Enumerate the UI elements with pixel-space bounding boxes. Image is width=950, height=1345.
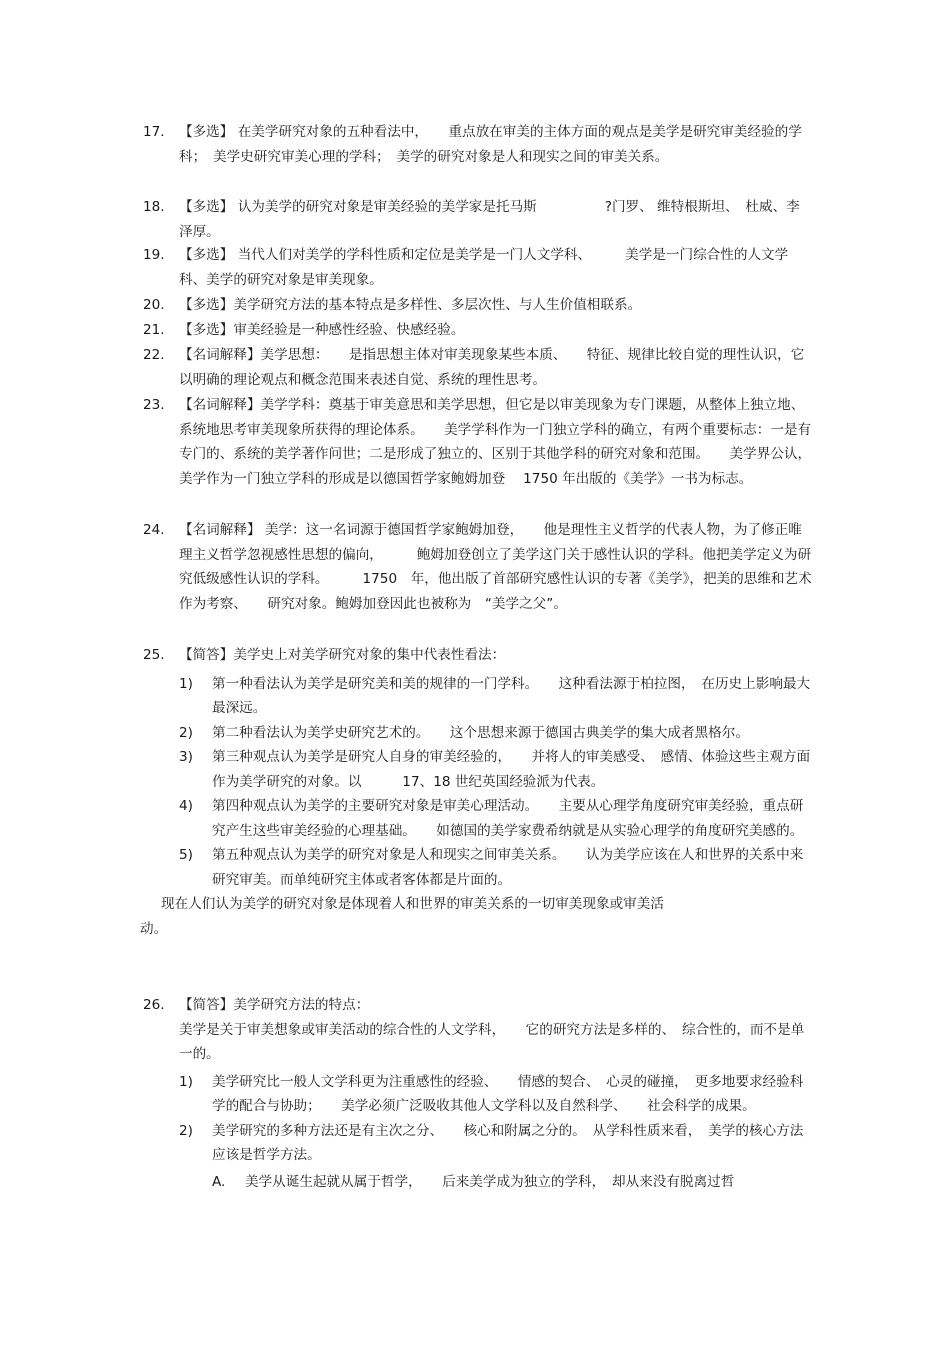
question-number: 26. <box>143 997 165 1013</box>
answer-number: 2) <box>179 724 193 741</box>
answer-item <box>179 721 813 746</box>
answer-item <box>179 794 813 843</box>
question-21 <box>143 318 813 343</box>
question-24 <box>143 518 813 616</box>
question-17 <box>143 120 813 169</box>
answer-text: 第二种看法认为美学史研究艺术的。 这个思想来源于德国古典美学的集大成者黑格尔。 <box>212 724 749 741</box>
answer-number: 1) <box>179 675 193 692</box>
question-text: 【名词解释】 美学：这一名词源于德国哲学家鲍姆加登， 他是理性主义哲学的代表人物，为了修正唯理主义哲学忽视感性思想的偏向， 鲍姆加登创立了美学这门关于感性认识的学科。他把美学定义为研究低级感性认识的学科。 1750 年，他出版了首部研究感性认识的专著《美学》，把美的思维和艺术作为考察、 研究对象。鲍姆加登因此也被称为 “美学之父”。 <box>179 522 812 612</box>
question-text: 【名词解释】美学思想： 是指思想主体对审美现象某些本质、 特征、规律比较自觉的理性认识，它以明确的理论观点和概念范围来表述自觉、系统的理性思考。 <box>179 347 805 388</box>
question-number: 23. <box>143 397 165 413</box>
answer-text: 第五种观点认为美学的研究对象是人和现实之间审美关系。 认为美学应该在人和世界的关系中来研究审美。而单纯研究主体或者客体都是片面的。 <box>212 847 804 888</box>
question-number: 18. <box>143 199 165 215</box>
answer-item <box>179 745 813 794</box>
answer-number: 5) <box>179 847 193 863</box>
question-text: 【多选】美学研究方法的基本特点是多样性、多层次性、与人生价值相联系。 <box>179 297 642 313</box>
answer-text: 美学研究比一般人文学科更为注重感性的经验、 情感的契合、 心灵的碰撞， 更多地要求经验科学的配合与协助； 美学必须广泛吸收其他人文学科以及自然科学、 社会科学的成果。 <box>212 1073 804 1114</box>
question-25 <box>140 643 813 941</box>
question-number: 17. <box>143 124 165 140</box>
answer-number: 4) <box>179 798 193 814</box>
answer-item <box>179 843 813 892</box>
answer-text: 美学研究的多种方法还是有主次之分、 核心和附属之分的。 从学科性质来看， 美学的核心方法应该是哲学方法。 <box>212 1122 804 1163</box>
summary-line: 现在人们认为美学的研究对象是体现着人和世界的审美关系的一切审美现象或审美活 <box>161 896 664 912</box>
question-number: 24. <box>143 522 165 538</box>
intro-paragraph: 美学是关于审美想象或审美活动的综合性的人文学科， 它的研究方法是多样的、 综合性的，而不是单一的。 <box>179 1021 805 1062</box>
question-text: 【简答】美学史上对美学研究对象的集中代表性看法： <box>179 647 506 663</box>
question-text: 【名词解释】美学学科：奠基于审美意思和美学思想，但它是以审美现象为专门课题，从整体上独立地、 系统地思考审美现象所获得的理论体系。 美学学科作为一门独立学科的确立，有两个重要标志：一是有专门的、系统的美学著作问世；二是形成了独立的、区别于其他学科的研究对象和范围。 美学界公认， 美学作为一门独立学科的形成是以德国哲学家鲍姆加登 1750 年出版的《美学》一书为标志。 <box>179 397 818 487</box>
summary-line-end: 动。 <box>140 920 168 937</box>
question-19 <box>143 243 813 292</box>
answer-subnumber: A. <box>212 1173 226 1190</box>
question-text: 【简答】美学研究方法的特点： <box>179 997 370 1013</box>
answer-item <box>179 1119 813 1168</box>
answer-text: 第一种看法认为美学是研究美和美的规律的一门学科。 这种看法源于柏拉图， 在历史上影响最大最深远。 <box>212 675 811 716</box>
question-18 <box>143 195 813 244</box>
question-text: 【多选】 在美学研究对象的五种看法中， 重点放在审美的主体方面的观点是美学是研究审美经验的学科； 美学史研究审美心理的学科； 美学的研究对象是人和现实之间的审美关系。 <box>179 124 802 165</box>
question-number: 25. <box>143 647 165 663</box>
answer-number: 2) <box>179 1122 193 1139</box>
question-20 <box>143 293 813 318</box>
answer-text: 第四种观点认为美学的主要研究对象是审美心理活动。 主要从心理学角度研究审美经验，重点研究产生这些审美经验的心理基础。 如德国的美学家费希纳就是从实验心理学的角度研究美感的。 <box>212 798 804 839</box>
answer-text: 第三种观点认为美学是研究人自身的审美经验的， 并将人的审美感受、 感情、体验这些主观方面作为美学研究的对象。以 17、18 世纪英国经验派为代表。 <box>212 749 811 790</box>
question-text: 【多选】 当代人们对美学的学科性质和定位是美学是一门人文学科、 美学是一门综合性的人文学科、美学的研究对象是审美现象。 <box>179 247 789 288</box>
question-23 <box>143 393 818 491</box>
question-number: 19. <box>143 247 165 263</box>
question-text: 【多选】 认为美学的研究对象是审美经验的美学家是托马斯 ?门罗、 维特根斯坦、 杜威、李泽厚。 <box>179 199 800 240</box>
answer-number: 1) <box>179 1073 193 1090</box>
question-number: 21. <box>143 322 165 338</box>
answer-item <box>179 1070 813 1119</box>
answer-subtext: 美学从诞生起就从属于哲学， 后来美学成为独立的学科， 却从来没有脱离过哲 <box>245 1173 735 1190</box>
question-22 <box>143 343 813 392</box>
question-26 <box>143 993 813 1194</box>
question-number: 20. <box>143 297 165 313</box>
question-number: 22. <box>143 347 165 363</box>
question-text: 【多选】审美经验是一种感性经验、快感经验。 <box>179 322 465 338</box>
answer-number: 3) <box>179 749 193 765</box>
answer-item <box>179 672 813 721</box>
answer-subitem <box>212 1170 813 1195</box>
